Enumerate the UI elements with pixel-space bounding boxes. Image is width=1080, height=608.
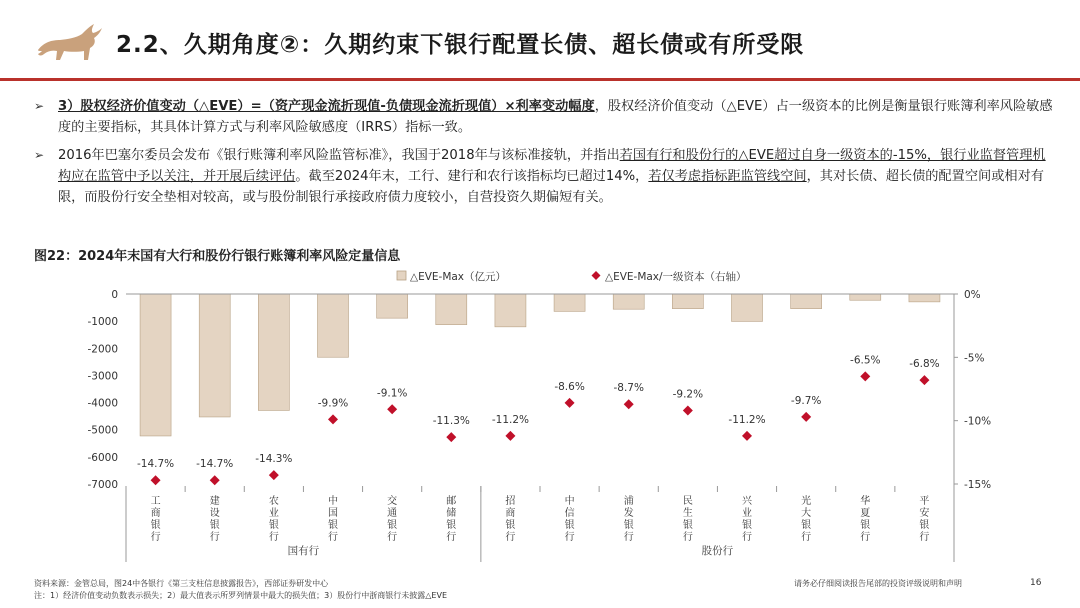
y-left-tick-label: -2000: [87, 343, 118, 356]
bar-4: [318, 294, 349, 357]
page-title: 2.2、久期角度②：久期约束下银行配置长债、超长债或有所受限: [116, 32, 805, 58]
bullet-list: [34, 96, 1054, 215]
y-right-tick-label: -15%: [964, 479, 992, 491]
bullet-underlined-text: 若国有行和股份行的△EVE超过自身一级资本的-15%，银行业监督管理机构应在监管中予以关注，并开展后续评估: [58, 148, 1046, 184]
footer-note: 注：1）经济价值变动负数表示损失；2）最大值表示所罗列情景中最大的损失值；3）股份行中浙商银行未披露△EVE: [34, 591, 447, 600]
group-label-1: 国有行: [287, 545, 320, 557]
bar-11: [732, 294, 763, 321]
data-label-7: -11.2%: [491, 413, 530, 426]
bar-12: [791, 294, 822, 309]
title-divider: [0, 78, 1080, 81]
bar-13: [850, 294, 881, 300]
marker-14: [919, 375, 929, 385]
y-left-tick-label: -3000: [87, 370, 118, 383]
y-left-tick-label: -6000: [87, 451, 118, 464]
bullet-text: ，其对长债、超长债的配置空间或相对有限，而股份行安全垫相对较高，或与股份制银行承接政府债力度较小，自营投资久期偏短有关。: [58, 169, 1044, 205]
y-right-tick-label: -10%: [964, 415, 992, 428]
marker-10: [683, 406, 693, 416]
data-label-2: -14.7%: [196, 458, 234, 471]
legend-marker-swatch: [592, 271, 601, 280]
bar-3: [258, 294, 289, 410]
category-label-5: 交通银行: [387, 496, 398, 543]
bullet-item-regulation: [34, 145, 1054, 208]
marker-11: [742, 431, 752, 441]
data-label-3: -14.3%: [255, 453, 293, 466]
marker-3: [269, 470, 279, 480]
y-left-tick-label: -7000: [87, 479, 118, 491]
legend-bar-label: △EVE-Max（亿元）: [410, 271, 507, 283]
bullet-arrow-icon: ➢: [34, 99, 45, 113]
bullet-underlined-text: 若仅考虑指标距监管线空间: [648, 169, 807, 184]
bullet-text: 2016年巴塞尔委员会发布《银行账簿利率风险监管标准》，我国于2018年与该标准接轨，并指出: [58, 148, 620, 163]
category-label-12: 光大银行: [801, 496, 812, 543]
bar-9: [613, 294, 644, 309]
y-left-tick-label: -4000: [87, 397, 118, 410]
group-label-2: 股份行: [701, 545, 734, 557]
footer-source: 资料来源：金管总局，图24中各银行《第三支柱信息披露报告》，西部证券研发中心: [34, 579, 329, 588]
bar-10: [672, 294, 703, 309]
data-label-4: -9.9%: [317, 397, 349, 410]
marker-1: [151, 475, 161, 485]
bullet-text: 。截至2024年末，工行、建行和农行该指标均已超过14%，: [295, 169, 649, 184]
bar-14: [909, 294, 940, 302]
eve-chart: [0, 262, 1080, 572]
category-label-4: 中国银行: [328, 496, 338, 543]
bar-7: [495, 294, 526, 327]
marker-8: [565, 398, 575, 408]
data-label-14: -6.8%: [909, 358, 940, 371]
legend-marker-label: △EVE-Max/一级资本（右轴）: [605, 271, 747, 283]
y-right-tick-label: -5%: [964, 352, 985, 365]
data-label-9: -8.7%: [613, 382, 644, 395]
data-label-6: -11.3%: [432, 415, 470, 428]
y-right-tick-label: 0%: [964, 289, 981, 301]
data-label-5: -9.1%: [376, 387, 408, 400]
category-label-13: 华夏银行: [860, 496, 871, 543]
marker-7: [505, 431, 515, 441]
bullet-text: ，股权经济价值变动（△EVE）占一级资本的比例是衡量银行账簿利率风险敏感度的主要指标，其具体计算方式与利率风险敏感度（IRRS）指标一致。: [58, 99, 1053, 135]
footer-disclaimer: 请务必仔细阅读报告尾部的投资评级说明和声明: [794, 579, 962, 588]
bar-8: [554, 294, 585, 311]
data-label-10: -9.2%: [672, 388, 704, 401]
data-label-13: -6.5%: [850, 354, 881, 367]
bullet-arrow-icon: ➢: [34, 148, 45, 162]
category-label-7: 招商银行: [505, 496, 516, 543]
y-left-tick-label: -5000: [87, 424, 118, 437]
y-left-tick-label: -1000: [87, 316, 118, 329]
category-label-9: 浦发银行: [623, 496, 634, 543]
category-label-2: 建设银行: [209, 496, 220, 543]
legend-bar-swatch: [397, 271, 406, 280]
category-label-6: 邮储银行: [446, 496, 457, 543]
category-label-10: 民生银行: [682, 496, 693, 543]
marker-4: [328, 414, 338, 424]
bullet-bold-text: 3）股权经济价值变动（△EVE）=（资产现金流折现值-负债现金流折现值）×利率变动幅度: [58, 99, 595, 114]
data-label-1: -14.7%: [136, 458, 175, 471]
category-label-3: 农业银行: [268, 496, 279, 543]
data-label-11: -11.2%: [728, 413, 766, 426]
bar-1: [140, 294, 171, 436]
bullet-item-eve-definition: [34, 96, 1054, 138]
bar-6: [436, 294, 467, 325]
marker-9: [624, 399, 634, 409]
category-label-14: 平安银行: [919, 496, 930, 543]
bar-5: [377, 294, 408, 318]
bar-2: [199, 294, 230, 417]
marker-12: [801, 412, 811, 422]
marker-5: [387, 404, 397, 414]
page-number: 16: [1030, 578, 1042, 588]
header: [0, 0, 1080, 82]
marker-2: [210, 475, 220, 485]
category-label-8: 中信银行: [564, 496, 575, 543]
data-label-8: -8.6%: [554, 380, 585, 393]
category-label-1: 工商银行: [150, 496, 161, 543]
y-left-tick-label: 0: [111, 289, 118, 301]
category-label-11: 兴业银行: [742, 496, 752, 543]
marker-13: [860, 371, 870, 381]
figure-title: 图22：2024年末国有大行和股份行银行账簿利率风险定量信息: [34, 249, 401, 264]
bull-logo-icon: [34, 20, 104, 64]
data-label-12: -9.7%: [790, 394, 822, 407]
marker-6: [446, 432, 456, 442]
